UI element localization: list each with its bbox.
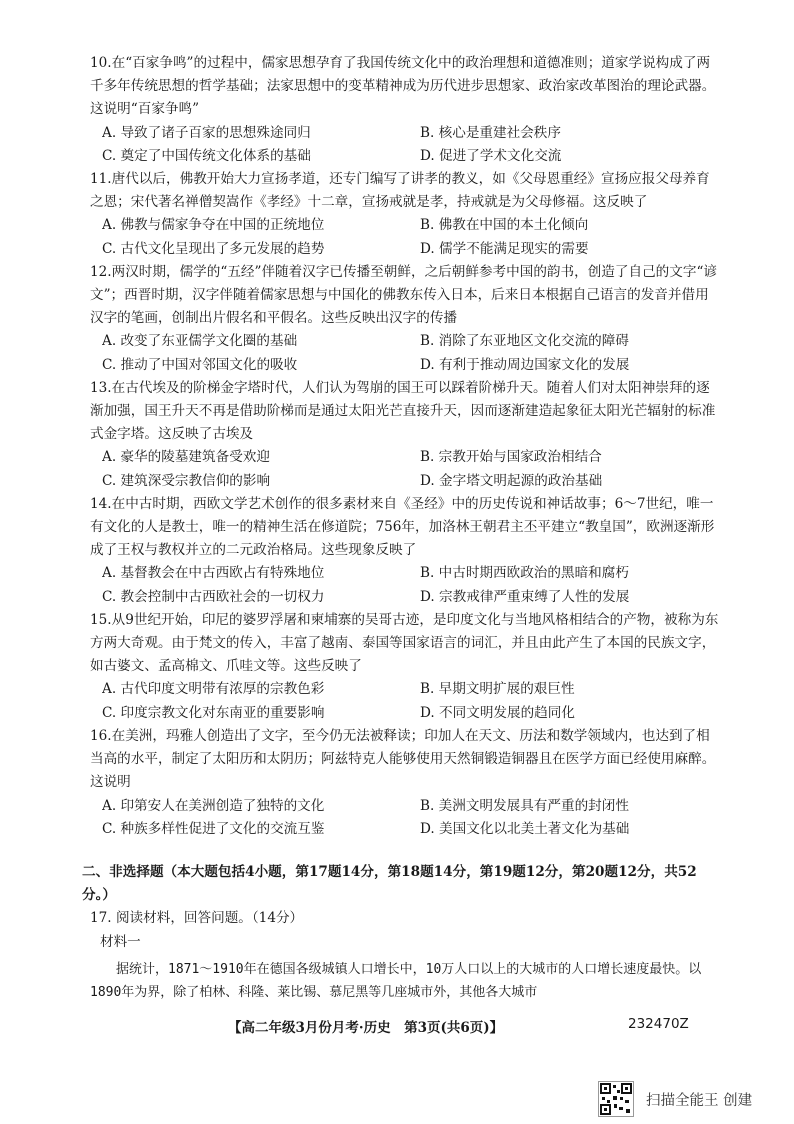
answer-option: B. 佛教在中国的本土化倾向 [420, 217, 589, 234]
options-grid [90, 214, 720, 260]
question-stem [90, 377, 720, 447]
answer-option: C. 教会控制中古西欧社会的一切权力 [102, 588, 325, 605]
section-heading: 二、非选择题（本大题包括4小题，第17题14分，第18题14分，第19题12分，第20题12分，共52分。） [82, 863, 697, 904]
options-grid [90, 330, 720, 376]
question-number: 16. [90, 727, 112, 744]
answer-option: A. 印第安人在美洲创造了独特的文化 [102, 797, 325, 814]
answer-option: A. 改变了东亚儒学文化圈的基础 [102, 333, 298, 350]
question-text: 唐代以后，佛教开始大力宣扬孝道，还专门编写了讲孝的教义，如《父母恩重经》宣扬应报父母养育之恩；宋代著名禅僧契嵩作《孝经》十二章，宣扬戒就是孝，持戒就是为父母修福。这反映了 [90, 171, 710, 211]
question-text: 在美洲，玛雅人创造出了文字，至今仍无法被释读；印加人在天文、历法和数学领域内，也达到了相当高的水平，制定了太阳历和太阴历；阿兹特克人能够使用天然铜锻造铜器且在医学方面已经使用麻醉。这说明 [90, 727, 716, 791]
answer-option: B. 宗教开始与国家政治相结合 [420, 449, 602, 466]
answer-option: D. 不同文明发展的趋同化 [420, 704, 575, 721]
answer-option: B. 早期文明扩展的艰巨性 [420, 681, 575, 698]
qr-code-icon [598, 1081, 634, 1117]
q17-stem: 17. 阅读材料，回答问题。（14分） [90, 910, 304, 927]
answer-option: A. 基督教会在中古西欧占有特殊地位 [102, 565, 325, 582]
scanner-label: 扫描全能王 创建 [646, 1092, 753, 1109]
question-block [90, 52, 720, 168]
question-block [90, 261, 720, 377]
question-text: 两汉时期，儒学的“五经”伴随着汉字已传播至朝鲜，之后朝鲜参考中国的韵书，创造了自己的文字“谚文”；西晋时期，汉字伴随着儒家思想与中国化的佛教东传入日本，后来日本根据自己语言的发音并借用汉字的笔画，创制出片假名和平假名。这些反映出汉字的传播 [90, 263, 718, 327]
options-grid [90, 122, 720, 168]
question-number: 15. [90, 611, 112, 628]
material-label: 材料一 [100, 933, 141, 950]
question-number: 11. [90, 171, 112, 188]
material-text: 据统计，1871～1910年在德国各级城镇人口增长中，10万人口以上的大城市的人口增长速度最快。以1890年为界，除了柏林、科隆、莱比锡、慕尼黑等几座城市外，其他各大城市 [90, 961, 702, 1001]
question-block [90, 725, 720, 841]
options-grid [90, 562, 720, 608]
footer-title: 【高二年级3月份月考·历史 第3页(共6页)】 [228, 1020, 504, 1036]
question-number: 13. [90, 379, 112, 396]
question-block [90, 168, 720, 261]
answer-option: B. 消除了东亚地区文化交流的障碍 [420, 333, 629, 350]
question-number: 12. [90, 263, 112, 280]
scanner-watermark [598, 1079, 752, 1119]
answer-option: B. 核心是重建社会秩序 [420, 124, 561, 141]
question-number: 10. [90, 55, 112, 71]
options-grid [90, 446, 720, 492]
answer-option: C. 建筑深受宗教信仰的影响 [102, 472, 271, 489]
answer-option: D. 宗教戒律严重束缚了人性的发展 [420, 588, 630, 605]
options-grid [90, 678, 720, 724]
answer-option: C. 种族多样性促进了文化的交流互鉴 [102, 820, 325, 837]
answer-option: D. 促进了学术文化交流 [420, 147, 562, 164]
question-block [90, 377, 720, 493]
answer-option: B. 美洲文明发展具有严重的封闭性 [420, 797, 629, 814]
question-text: 在古代埃及的阶梯金字塔时代，人们认为驾崩的国王可以踩着阶梯升天。随着人们对太阳神崇拜的逐渐加强，国王升天不再是借助阶梯而是通过太阳光芒直接升天，因而逐渐建造起象征太阳光芒辐射的标准式金字塔。这反映了古埃及 [90, 379, 716, 443]
question-block [90, 493, 720, 609]
answer-option: C. 奠定了中国传统文化体系的基础 [102, 147, 311, 164]
answer-option: B. 中古时期西欧政治的黑暗和腐朽 [420, 565, 629, 582]
answer-option: D. 金字塔文明起源的政治基础 [420, 472, 603, 489]
answer-option: A. 导致了诸子百家的思想殊途同归 [102, 124, 311, 141]
question-text: 在“百家争鸣”的过程中，儒家思想孕育了我国传统文化中的政治理想和道德准则；道家学说构成了两千多年传统思想的哲学基础；法家思想中的变革精神成为历代进步思想家、政治家改革图治的理论武器。这说明“百家争鸣” [90, 55, 716, 118]
answer-option: D. 美国文化以北美土著文化为基础 [420, 820, 630, 837]
question-stem [90, 725, 720, 795]
answer-option: D. 儒学不能满足现实的需要 [420, 240, 589, 257]
question-text: 在中古时期，西欧文学艺术创作的很多素材来自《圣经》中的历史传说和神话故事；6～7世纪，唯一有文化的人是教士，唯一的精神生活在修道院；756年，加洛林王朝君主丕平建立“教皇国”，欧洲逐渐形成了王权与教权并立的二元政治格局。这些现象反映了 [90, 495, 715, 559]
answer-option: C. 印度宗教文化对东南亚的重要影响 [102, 704, 325, 721]
question-stem [90, 52, 720, 122]
answer-option: A. 古代印度文明带有浓厚的宗教色彩 [102, 681, 325, 698]
footer-code: 232470Z [628, 1016, 689, 1032]
questions-area [82, 52, 720, 1005]
answer-option: D. 有利于推动周边国家文化的发展 [420, 356, 630, 373]
question-stem [90, 168, 720, 214]
answer-option: C. 推动了中国对邻国文化的吸收 [102, 356, 298, 373]
answer-option: A. 豪华的陵墓建筑备受欢迎 [102, 449, 270, 466]
question-block [90, 609, 720, 725]
answer-option: C. 古代文化呈现出了多元发展的趋势 [102, 240, 325, 257]
question-stem [90, 493, 720, 563]
question-stem [90, 609, 720, 679]
question-number: 14. [90, 495, 112, 512]
question-text: 从9世纪开始，印尼的婆罗浮屠和柬埔寨的吴哥古迹，是印度文化与当地风格相结合的产物，被称为东方两大奇观。由于梵文的传入，丰富了越南、泰国等国家语言的词汇，并且由此产生了本国的民族文字，如古婆文、孟高棉文、爪哇文等。这些反映了 [90, 611, 719, 675]
answer-option: A. 佛教与儒家争夺在中国的正统地位 [102, 217, 325, 234]
question-stem [90, 261, 720, 331]
options-grid [90, 795, 720, 841]
